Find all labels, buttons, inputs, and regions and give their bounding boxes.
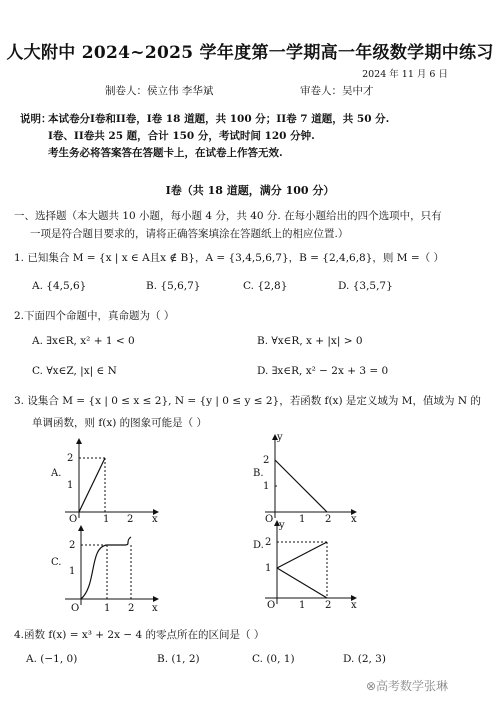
instructions-label: 说明： [20,113,52,125]
page-title: 人大附中 2024~2025 学年度第一学期高一年级数学期中练习 [6,43,494,63]
question-2-stem: 2.下面四个命题中，真命题为（ ） [14,310,175,322]
question-3-stem-line-1: 3. 设集合 M = {x | 0 ≤ x ≤ 2}, N = {y | 0 ≤ y ≤ 2}，若函数 f(x) 是定义域为 M，值域为 N 的 [14,395,481,407]
exam-date: 2024 年 11 月 6 日 [362,69,448,80]
author-line: 制卷人：侯立伟 李华斌 [105,85,214,97]
section1-line-1: 一、选择题（本大题共 10 小题，每小题 4 分，共 40 分. 在每小题给出的四个选项中，只有 [14,210,442,222]
graph-a-ytick-1: 1 [67,480,74,491]
graph-b-label: B. [253,468,264,479]
q2-option-c: C. ∀x∈Z, |x| ∈ N [32,365,117,377]
graph-a-origin: O [69,514,78,525]
graph-d [255,518,365,610]
instructions-line-1: 本试卷分I卷和II卷，I卷 18 道题，共 100 分；II卷 7 道题，共 50 分. [48,113,390,125]
q1-option-a: A. {4,5,6} [32,280,87,292]
graph-d-label: D. [253,540,264,551]
q2-option-b: B. ∀x∈R, x + |x| > 0 [257,335,363,347]
graph-c-ytick-1: 1 [69,566,76,577]
graph-d-origin: O [267,600,276,611]
graph-a-xtick-2: 2 [127,514,134,525]
question-1-stem: 1. 已知集合 M = {x | x ∈ A且x ∉ B}，A = {3,4,5,6,7}，B = {2,4,6,8}，则 M =（ ） [14,252,444,264]
instructions-line-2: I卷、II卷共 25 题，合计 150 分，考试时间 120 分钟. [48,130,315,142]
graph-b-x-axis: x [351,514,357,525]
q1-option-d: D. {3,5,7} [338,280,393,292]
question-3-stem-line-2: 单调函数，则 f(x) 的图象可能是（ ） [32,417,208,429]
graph-b-ytick-2: 2 [263,455,270,466]
graph-d-ytick-2: 2 [265,537,272,548]
section1-line-2: 一项是符合题目要求的，请将正确答案填涂在答题纸上的相应位置.） [30,228,349,240]
graph-a-ytick-2: 2 [67,453,74,464]
graph-a [51,438,165,525]
graph-c-ytick-2: 2 [69,540,76,551]
graph-c-label: C. [51,557,62,568]
watermark: ⊗高考数学张琳 [366,679,449,693]
q4-option-c: C. (0, 1) [252,653,295,665]
graph-c-xtick-2: 2 [128,603,135,614]
graph-d-ytick-1: 1 [265,563,272,574]
instructions-line-3: 考生务必将答案答在答题卡上，在试卷上作答无效. [48,147,283,159]
graph-a-x-axis: x [152,514,158,525]
q1-option-c: C. {2,8} [243,280,288,292]
q2-option-d: D. ∃x∈R, x² − 2x + 3 = 0 [257,365,389,377]
question-4-stem: 4.函数 f(x) = x³ + 2x − 4 的零点所在的区间是（ ） [14,629,265,641]
graph-d-xtick-2: 2 [325,600,332,611]
graph-b-xtick-1: 1 [299,514,306,525]
part1-title: I卷（共 18 道题，满分 100 分） [165,184,335,197]
graph-a-label: A. [51,468,62,479]
graph-b [253,432,365,525]
graph-c-xtick-1: 1 [104,603,111,614]
graph-d-xtick-1: 1 [299,600,306,611]
q4-option-a: A. (−1, 0) [26,653,78,665]
graph-c-x-axis: x [152,603,158,614]
q4-option-d: D. (2, 3) [343,653,386,665]
q2-option-a: A. ∃x∈R, x² + 1 < 0 [32,335,135,347]
q1-option-b: B. {5,6,7} [146,280,201,292]
graph-c-origin: O [71,603,80,614]
graph-d-x-axis: x [351,600,357,611]
reviewer-line: 审卷人：吴中才 [300,85,374,97]
graph-d-y-axis: y [279,520,285,531]
graph-a-xtick-1: 1 [103,514,110,525]
graph-b-ytick-1: 1 [263,481,270,492]
graph-b-origin: O [265,514,274,525]
graph-b-xtick-2: 2 [325,514,332,525]
q4-option-b: B. (1, 2) [157,653,200,665]
graph-c [51,523,165,614]
graph-b-y-axis: y [277,432,283,443]
